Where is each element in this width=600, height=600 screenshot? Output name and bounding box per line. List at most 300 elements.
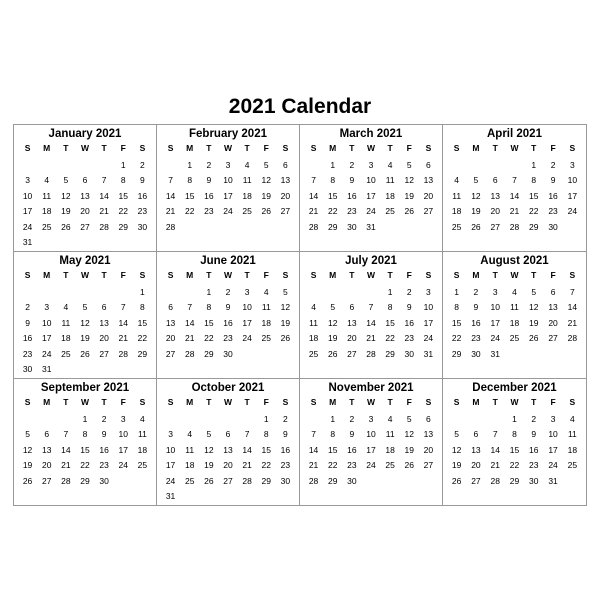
day-number: 3	[44, 302, 50, 312]
empty-day-cell	[37, 412, 56, 428]
day-number: 25	[242, 206, 252, 216]
empty-day-cell	[304, 158, 323, 174]
day-number: 29	[261, 475, 271, 486]
day-number: 16	[280, 444, 291, 455]
weekday-label: F	[120, 143, 126, 153]
day-number: 13	[548, 302, 558, 312]
day-number: 20	[490, 206, 500, 216]
day-number: 1	[140, 286, 145, 297]
day-number: 13	[223, 444, 233, 455]
day-number: 21	[567, 317, 578, 328]
day-number: 25	[385, 460, 395, 470]
day-number: 19	[471, 206, 481, 216]
day-number: 11	[452, 190, 462, 201]
day-number: 19	[404, 190, 414, 201]
day-number: 24	[242, 333, 252, 343]
day-number: 11	[261, 302, 271, 312]
day-number: 20	[423, 190, 434, 201]
day-number: 31	[41, 364, 52, 374]
day-number: 18	[137, 444, 148, 455]
day-number: 19	[80, 333, 90, 343]
empty-day-cell	[56, 412, 75, 428]
day-number: 19	[280, 317, 291, 328]
day-grid	[161, 396, 295, 505]
day-number: 15	[80, 444, 90, 455]
day-number: 9	[349, 429, 355, 439]
day-number: 22	[261, 460, 271, 470]
weekday-label: S	[24, 397, 31, 407]
day-number: 19	[451, 460, 462, 470]
month-title: December 2021	[472, 382, 557, 394]
weekday-label: T	[387, 397, 393, 407]
day-number: 1	[263, 413, 269, 424]
day-number: 19	[327, 333, 338, 343]
day-number: 3	[120, 413, 126, 424]
empty-day-cell	[75, 158, 94, 174]
day-number: 8	[263, 429, 269, 439]
day-number: 27	[80, 221, 90, 232]
day-number: 9	[531, 429, 537, 439]
day-number: 26	[61, 221, 71, 232]
day-number: 2	[206, 159, 212, 170]
day-number: 12	[529, 302, 539, 312]
day-number: 20	[347, 333, 357, 343]
day-number: 15	[118, 190, 128, 201]
day-number: 27	[347, 348, 357, 359]
day-number: 10	[548, 429, 558, 439]
month-panel	[14, 125, 157, 252]
weekday-label: S	[24, 143, 31, 153]
day-number: 17	[165, 460, 176, 470]
day-number: 6	[225, 429, 231, 439]
day-number: 30	[280, 475, 291, 486]
day-number: 12	[280, 302, 291, 312]
empty-day-cell	[161, 412, 180, 428]
day-number: 18	[184, 460, 195, 470]
day-number: 3	[368, 159, 374, 170]
day-number: 12	[471, 190, 481, 201]
day-number: 28	[184, 348, 195, 359]
day-number: 18	[242, 190, 252, 201]
month-panel	[443, 252, 586, 379]
day-number: 28	[118, 348, 128, 359]
day-number: 27	[280, 206, 291, 216]
weekday-label: T	[387, 143, 393, 153]
day-number: 10	[165, 444, 176, 455]
day-number: 10	[366, 429, 376, 439]
day-number: 27	[423, 206, 434, 216]
day-number: 9	[206, 175, 212, 185]
day-number: 22	[509, 460, 520, 470]
day-number: 24	[567, 206, 578, 216]
day-number: 31	[548, 475, 558, 486]
day-number: 3	[368, 413, 374, 424]
weekday-label: S	[24, 270, 31, 280]
day-number: 23	[99, 460, 109, 470]
day-number: 6	[473, 429, 479, 439]
day-number: 23	[347, 206, 357, 216]
day-number: 6	[44, 429, 50, 439]
day-number: 13	[41, 444, 52, 455]
day-number: 16	[347, 190, 357, 201]
day-number: 3	[25, 175, 30, 185]
day-number: 17	[22, 206, 33, 216]
empty-day-cell	[95, 158, 114, 174]
month-title: August 2021	[480, 255, 549, 267]
month-title: July 2021	[345, 255, 397, 267]
day-number: 7	[311, 175, 316, 185]
weekday-label: S	[282, 270, 289, 280]
day-number: 28	[490, 475, 500, 486]
day-number: 15	[327, 444, 338, 455]
day-number: 20	[99, 333, 109, 343]
day-number: 12	[204, 444, 214, 455]
day-number: 8	[140, 302, 145, 312]
month-title: February 2021	[189, 128, 267, 140]
day-number: 5	[63, 175, 69, 185]
day-number: 16	[22, 333, 33, 343]
day-number: 27	[223, 475, 233, 486]
day-number: 25	[451, 221, 462, 232]
day-number: 19	[204, 460, 214, 470]
day-number: 8	[531, 175, 537, 185]
day-number: 6	[492, 175, 498, 185]
day-number: 9	[473, 302, 479, 312]
day-number: 5	[531, 286, 537, 297]
day-number: 22	[80, 460, 90, 470]
day-number: 13	[471, 444, 481, 455]
day-number: 5	[82, 302, 88, 312]
empty-day-cell	[486, 158, 505, 174]
day-number: 11	[309, 317, 318, 328]
weekday-label: F	[263, 397, 269, 407]
day-number: 5	[263, 159, 269, 170]
empty-day-cell	[218, 412, 237, 428]
day-number: 9	[25, 317, 30, 328]
weekday-label: T	[492, 143, 498, 153]
day-number: 22	[385, 333, 395, 343]
day-number: 2	[283, 413, 288, 424]
day-number: 5	[330, 302, 336, 312]
day-number: 15	[529, 190, 539, 201]
day-number: 21	[509, 206, 520, 216]
weekday-label: T	[349, 397, 355, 407]
day-number: 3	[225, 159, 231, 170]
day-grid	[447, 142, 582, 235]
month-title: June 2021	[200, 255, 256, 267]
day-number: 26	[22, 475, 33, 486]
day-number: 26	[280, 333, 291, 343]
day-grid	[161, 269, 295, 362]
day-number: 5	[206, 429, 212, 439]
day-number: 24	[118, 460, 128, 470]
weekday-label: T	[206, 270, 212, 280]
day-number: 13	[347, 317, 357, 328]
day-number: 18	[308, 333, 319, 343]
day-number: 11	[385, 175, 395, 185]
day-number: 7	[168, 175, 173, 185]
day-number: 24	[490, 333, 500, 343]
day-number: 18	[567, 444, 578, 455]
day-number: 14	[184, 317, 195, 328]
day-number: 2	[140, 159, 145, 170]
day-number: 18	[451, 206, 462, 216]
day-number: 29	[529, 221, 539, 232]
day-number: 2	[406, 286, 412, 297]
day-number: 23	[471, 333, 481, 343]
day-number: 28	[308, 475, 319, 486]
empty-day-cell	[505, 158, 524, 174]
day-number: 7	[569, 286, 575, 297]
day-number: 25	[567, 460, 578, 470]
day-number: 24	[423, 333, 434, 343]
day-number: 8	[120, 175, 126, 185]
day-number: 12	[451, 444, 462, 455]
day-number: 20	[471, 460, 481, 470]
day-number: 20	[423, 444, 434, 455]
day-number: 2	[349, 159, 355, 170]
day-number: 8	[330, 429, 336, 439]
day-number: 10	[567, 175, 578, 185]
day-number: 4	[454, 175, 459, 185]
day-number: 10	[118, 429, 128, 439]
day-number: 29	[327, 475, 338, 486]
day-number: 27	[490, 221, 500, 232]
day-number: 11	[61, 317, 71, 328]
day-number: 22	[327, 206, 338, 216]
day-number: 21	[118, 333, 128, 343]
month-title: October 2021	[191, 382, 265, 394]
day-number: 8	[512, 429, 517, 439]
weekday-label: M	[43, 143, 51, 153]
day-number: 13	[165, 317, 176, 328]
day-number: 12	[327, 317, 338, 328]
day-number: 16	[347, 444, 357, 455]
weekday-label: M	[329, 270, 337, 280]
day-number: 8	[82, 429, 88, 439]
day-number: 1	[330, 159, 336, 170]
empty-day-cell	[199, 412, 218, 428]
day-number: 11	[185, 444, 195, 455]
day-number: 4	[44, 175, 50, 185]
day-number: 1	[206, 286, 212, 297]
day-grid	[18, 142, 152, 251]
day-number: 30	[347, 221, 357, 232]
day-number: 14	[308, 190, 319, 201]
day-number: 30	[99, 475, 109, 486]
month-panel	[157, 125, 300, 252]
weekday-label: M	[472, 143, 480, 153]
day-number: 14	[509, 190, 520, 201]
day-number: 30	[137, 221, 148, 232]
day-number: 10	[22, 190, 33, 201]
day-number: 4	[140, 413, 145, 424]
day-number: 27	[423, 460, 434, 470]
empty-day-cell	[95, 285, 114, 301]
day-number: 19	[22, 460, 33, 470]
weekday-label: T	[63, 143, 69, 153]
day-number: 13	[99, 317, 109, 328]
day-number: 29	[204, 348, 214, 359]
weekday-label: F	[550, 270, 556, 280]
weekday-label: F	[263, 270, 269, 280]
day-number: 22	[529, 206, 539, 216]
day-number: 13	[280, 175, 291, 185]
day-number: 16	[471, 317, 481, 328]
empty-day-cell	[466, 412, 485, 428]
day-number: 24	[223, 206, 233, 216]
weekday-label: M	[472, 397, 480, 407]
day-number: 9	[101, 429, 107, 439]
day-number: 21	[366, 333, 376, 343]
day-number: 8	[330, 175, 336, 185]
month-title: April 2021	[487, 128, 542, 140]
day-number: 2	[550, 159, 556, 170]
day-number: 4	[263, 286, 269, 297]
day-number: 6	[283, 159, 288, 170]
day-number: 29	[327, 221, 338, 232]
day-grid	[304, 269, 438, 362]
day-number: 14	[165, 190, 176, 201]
day-number: 29	[451, 348, 462, 359]
day-number: 12	[22, 444, 33, 455]
weekday-label: S	[569, 143, 576, 153]
month-title: September 2021	[40, 382, 130, 394]
day-number: 17	[548, 444, 558, 455]
empty-day-cell	[37, 158, 56, 174]
weekday-label: W	[80, 397, 89, 407]
weekday-label: M	[186, 143, 194, 153]
day-number: 1	[330, 413, 336, 424]
day-number: 7	[120, 302, 126, 312]
weekday-label: S	[282, 397, 289, 407]
day-number: 20	[280, 190, 291, 201]
day-number: 23	[548, 206, 558, 216]
weekday-label: S	[453, 270, 460, 280]
day-number: 31	[423, 348, 434, 359]
day-number: 17	[366, 444, 376, 455]
weekday-label: W	[510, 143, 519, 153]
day-number: 26	[404, 206, 414, 216]
day-number: 28	[366, 348, 376, 359]
weekday-label: M	[186, 270, 194, 280]
day-number: 12	[261, 175, 271, 185]
month-panel	[14, 252, 157, 379]
day-number: 6	[101, 302, 107, 312]
day-number: 2	[531, 413, 537, 424]
weekday-label: T	[63, 397, 69, 407]
day-number: 6	[550, 286, 556, 297]
empty-day-cell	[466, 158, 485, 174]
weekday-label: W	[223, 143, 232, 153]
day-number: 16	[548, 190, 558, 201]
weekday-label: T	[531, 270, 537, 280]
day-number: 31	[490, 348, 500, 359]
day-number: 18	[261, 317, 271, 328]
day-number: 7	[492, 429, 498, 439]
day-number: 30	[223, 348, 233, 359]
month-title: March 2021	[339, 128, 403, 140]
day-grid	[447, 269, 582, 362]
empty-day-cell	[304, 412, 323, 428]
day-number: 12	[404, 175, 414, 185]
day-number: 26	[451, 475, 462, 486]
day-number: 22	[137, 333, 148, 343]
day-number: 5	[454, 429, 459, 439]
day-number: 1	[387, 286, 393, 297]
day-number: 3	[168, 429, 173, 439]
day-number: 5	[25, 429, 30, 439]
empty-day-cell	[18, 412, 37, 428]
day-number: 10	[223, 175, 233, 185]
day-number: 6	[168, 302, 173, 312]
day-number: 11	[385, 429, 395, 439]
day-number: 10	[41, 317, 52, 328]
day-number: 25	[184, 475, 195, 486]
weekday-label: M	[43, 270, 51, 280]
day-number: 10	[242, 302, 252, 312]
day-number: 21	[184, 333, 195, 343]
weekday-label: W	[510, 397, 519, 407]
day-number: 14	[490, 444, 500, 455]
day-number: 3	[550, 413, 556, 424]
day-number: 16	[529, 444, 539, 455]
day-number: 19	[61, 206, 71, 216]
day-number: 28	[99, 221, 109, 232]
day-number: 20	[41, 460, 52, 470]
day-number: 22	[327, 460, 338, 470]
weekday-label: W	[510, 270, 519, 280]
weekday-label: S	[310, 397, 317, 407]
day-number: 4	[244, 159, 250, 170]
day-number: 4	[187, 429, 193, 439]
day-number: 9	[140, 175, 145, 185]
weekday-label: T	[244, 397, 250, 407]
day-number: 13	[80, 190, 90, 201]
empty-day-cell	[447, 412, 466, 428]
day-number: 11	[138, 429, 147, 439]
day-number: 24	[41, 348, 52, 359]
day-number: 17	[366, 190, 376, 201]
weekday-label: S	[425, 397, 432, 407]
day-number: 14	[118, 317, 128, 328]
weekday-label: F	[550, 397, 556, 407]
day-grid	[304, 396, 438, 489]
day-number: 21	[242, 460, 252, 470]
weekday-label: T	[101, 270, 107, 280]
day-number: 21	[61, 460, 71, 470]
day-number: 2	[101, 413, 107, 424]
day-number: 19	[404, 444, 414, 455]
day-number: 12	[404, 429, 414, 439]
day-number: 24	[165, 475, 176, 486]
month-panel	[157, 252, 300, 379]
day-number: 28	[165, 221, 176, 232]
weekday-label: M	[472, 270, 480, 280]
weekday-label: S	[167, 270, 174, 280]
empty-day-cell	[75, 285, 94, 301]
day-number: 7	[512, 175, 517, 185]
day-grid	[447, 396, 582, 489]
day-number: 1	[187, 159, 193, 170]
day-number: 5	[283, 286, 288, 297]
weekday-label: T	[63, 270, 69, 280]
empty-day-cell	[361, 285, 380, 301]
day-number: 15	[385, 317, 395, 328]
weekday-label: S	[425, 143, 432, 153]
weekday-label: T	[206, 397, 212, 407]
weekday-label: T	[101, 397, 107, 407]
